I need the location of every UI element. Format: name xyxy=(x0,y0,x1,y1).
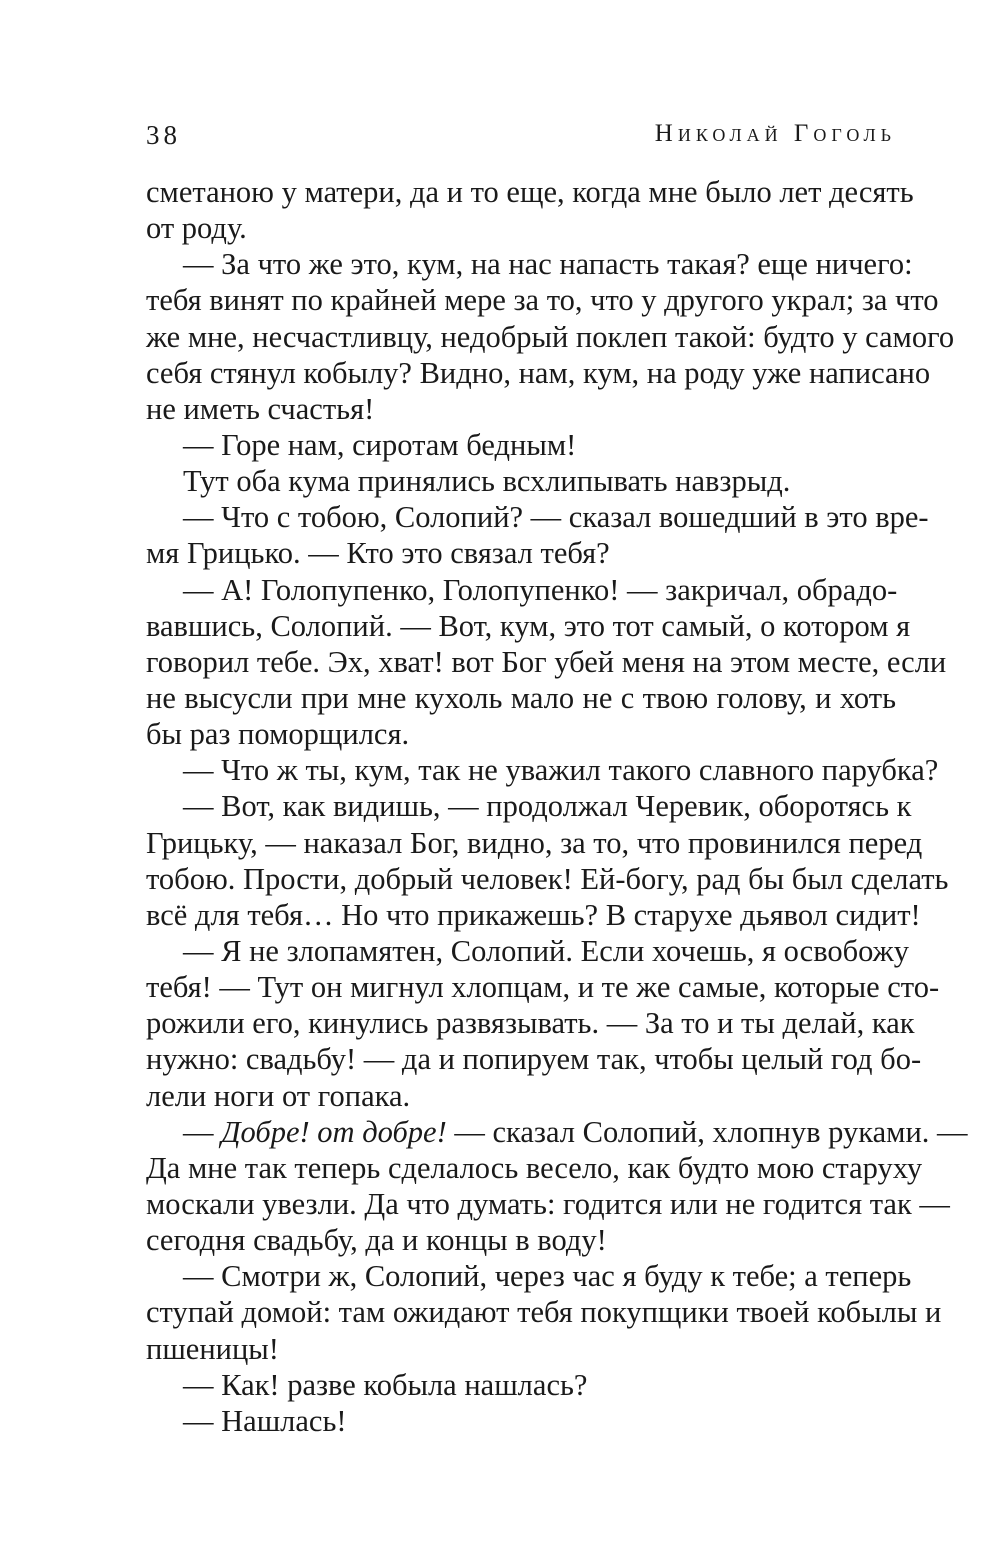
text-line: всё для тебя… Но что прикажешь? В старухе дьявол сидит! xyxy=(146,897,921,932)
text-line: Грицьку, — наказал Бог, видно, за то, что провинился перед xyxy=(146,825,923,860)
text-line: нужно: свадьбу! — да и попируем так, чтобы целый год бо- xyxy=(146,1042,922,1077)
text-line: — Что с тобою, Солопий? — сказал вошедший в это вре- xyxy=(183,500,929,535)
text-line: говорил тебе. Эх, хват! вот Бог убей меня на этом месте, если xyxy=(146,644,947,679)
text-line: — Горе нам, сиротам бедным! xyxy=(183,427,577,462)
text-line: тебя! — Тут он мигнул хлопцам, и те же самые, которые сто- xyxy=(146,970,940,1005)
text-line: ступай домой: там ожидают тебя покупщики твоей кобылы и xyxy=(146,1295,942,1330)
emphasis: Добре! от добре! xyxy=(221,1114,447,1149)
text-line: сегодня свадьбу, да и концы в воду! xyxy=(146,1223,607,1258)
text-line: Тут оба кума принялись всхлипывать навзрыд. xyxy=(183,464,791,499)
text-line: — Я не злопамятен, Солопий. Если хочешь, я освобожу xyxy=(183,933,909,968)
body-text xyxy=(146,174,968,1439)
text-line: же мне, несчастливцу, недобрый поклеп такой: будто у самого xyxy=(146,319,955,354)
text-line: — Смотри ж, Солопий, через час я буду к тебе; а теперь xyxy=(183,1259,912,1294)
running-title: Николай Гоголь xyxy=(654,120,896,147)
text-line: рожили его, кинулись развязывать. — За то и ты делай, как xyxy=(146,1006,915,1041)
text-line: не высусли при мне кухоль мало не с твою голову, и хоть xyxy=(146,680,896,715)
text-line: лели ноги от гопака. xyxy=(146,1078,411,1113)
text-line: вавшись, Солопий. — Вот, кум, это тот самый, о котором я xyxy=(146,608,911,643)
text-line: себя стянул кобылу? Видно, нам, кум, на роду уже написано xyxy=(146,355,931,390)
text-line: — Что ж ты, кум, так не уважил такого славного парубка? xyxy=(183,753,939,788)
text-line: пшеницы! xyxy=(146,1331,279,1366)
text-line: — Вот, как видишь, — продолжал Черевик, оборотясь к xyxy=(183,789,912,824)
text-line: тобою. Прости, добрый человек! Ей-богу, рад бы был сделать xyxy=(146,861,949,896)
text-line: — За что же это, кум, на нас напасть такая? еще ничего: xyxy=(183,247,913,282)
text-line: тебя винят по крайней мере за то, что у другого украл; за что xyxy=(146,283,939,318)
page-number: 38 xyxy=(146,120,181,150)
text-line: бы раз поморщился. xyxy=(146,717,410,752)
text-line: от роду. xyxy=(146,211,247,246)
text-line: москали увезли. Да что думать: годится или не годится так — xyxy=(146,1186,950,1221)
text-line: сметаною у матери, да и то еще, когда мне было лет десять xyxy=(146,175,914,209)
text-line: — Нашлась! xyxy=(183,1403,347,1438)
text-line: — А! Голопупенко, Голопупенко! — закричал, обрадо- xyxy=(183,572,898,607)
text-line: мя Грицько. — Кто это связал тебя? xyxy=(146,536,610,571)
text-line: — Как! разве кобыла нашлась? xyxy=(183,1367,588,1402)
text-line: — Добре! от добре! — сказал Солопий, хлопнув руками. — xyxy=(183,1114,968,1149)
text-line: Да мне так теперь сделалось весело, как будто мою старуху xyxy=(146,1150,923,1185)
text-line: не иметь счастья! xyxy=(146,391,375,426)
